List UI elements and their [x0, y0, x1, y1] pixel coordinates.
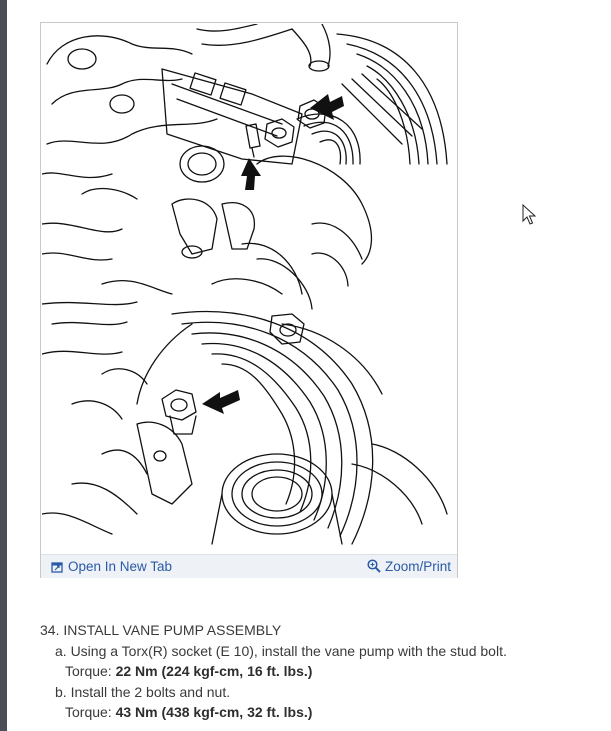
external-link-icon — [51, 561, 64, 573]
lower-arrows — [202, 390, 240, 414]
page-left-border — [0, 0, 7, 731]
vane-pump-illustration — [42, 24, 456, 554]
zoom-print-label: Zoom/Print — [384, 559, 451, 574]
step-a-text: a. Using a Torx(R) socket (E 10), install the vane pump with the stud bolt. — [55, 642, 507, 659]
step-b-text: b. Install the 2 bolts and nut. — [55, 683, 231, 700]
zoom-print-link[interactable] — [367, 559, 451, 574]
magnifier-icon — [367, 559, 381, 573]
open-in-new-tab-label: Open In New Tab — [68, 559, 173, 574]
mouse-pointer-icon — [522, 204, 536, 226]
figure-toolbar — [41, 554, 457, 578]
step-b-torque — [40, 702, 600, 723]
step-a-torque — [40, 661, 600, 682]
torque-value: 22 Nm (224 kgf-cm, 16 ft. lbs.) — [115, 663, 313, 679]
upper-diagram — [42, 24, 447, 309]
figure-card — [40, 22, 458, 578]
torque-label: Torque: — [65, 704, 116, 720]
step-title: 34. INSTALL VANE PUMP ASSEMBLY — [40, 622, 282, 638]
lower-diagram — [42, 302, 447, 544]
procedure-text — [40, 620, 600, 723]
torque-value: 43 Nm (438 kgf-cm, 32 ft. lbs.) — [115, 704, 313, 720]
torque-label: Torque: — [65, 663, 116, 679]
open-in-new-tab-link[interactable] — [51, 559, 172, 574]
